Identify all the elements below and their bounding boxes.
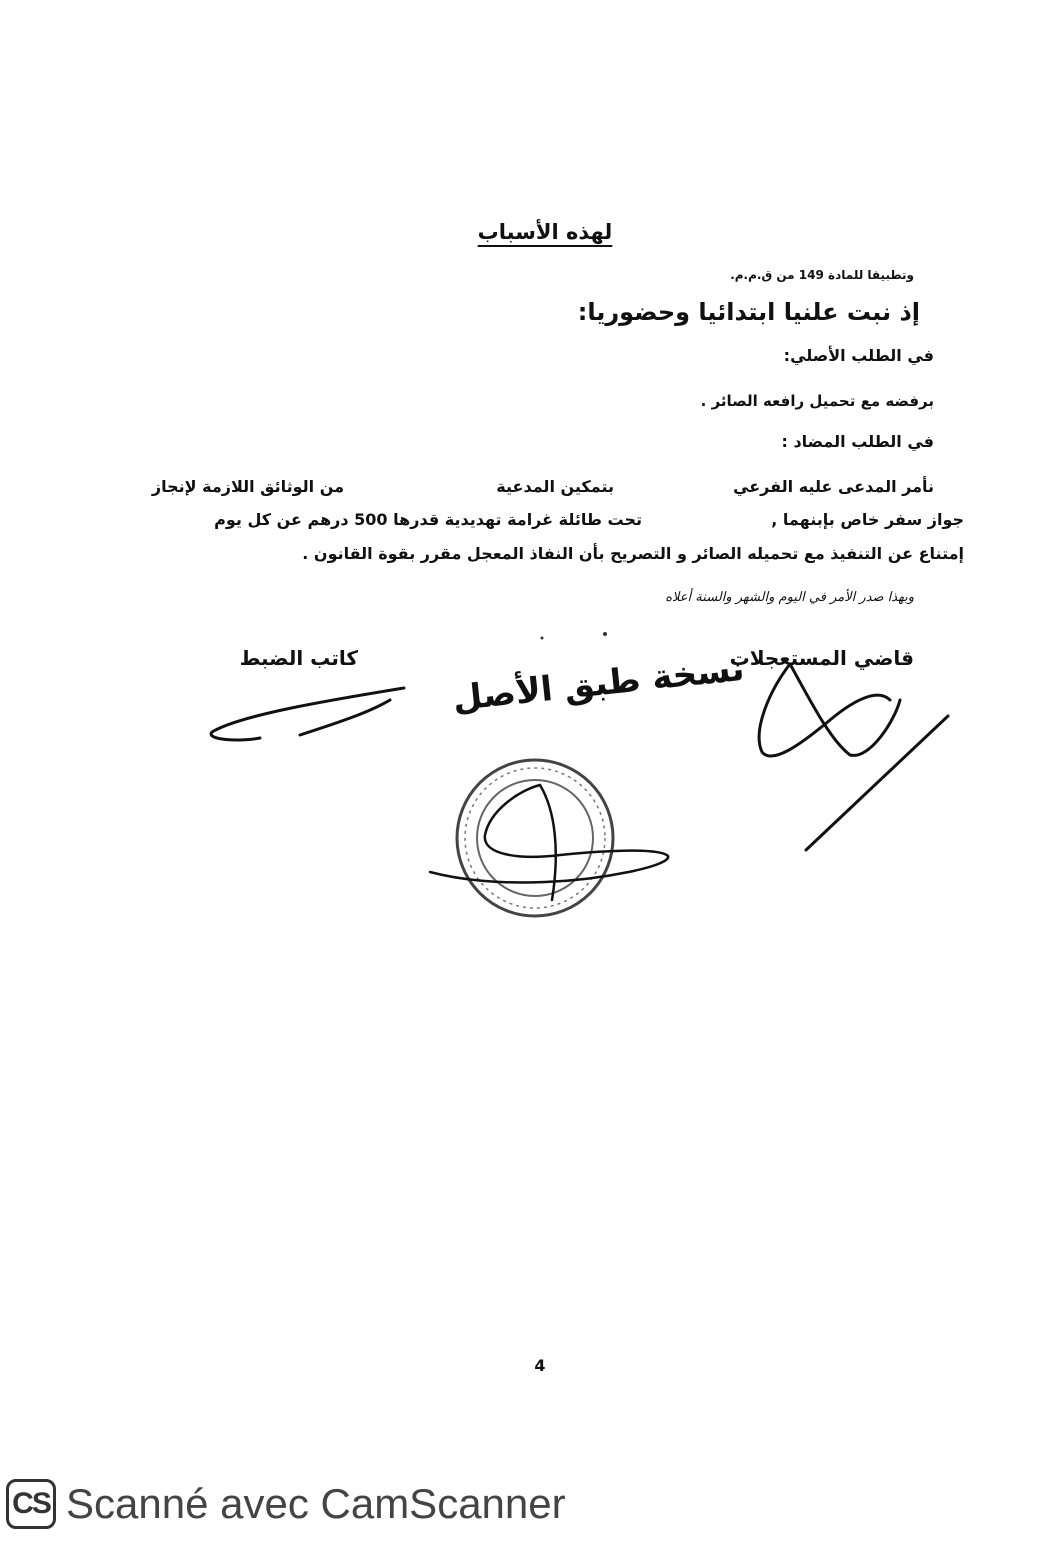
- counter-request-title: في الطلب المضاد :: [781, 432, 934, 451]
- section-heading: لهذه الأسباب: [477, 220, 613, 244]
- counter-line2-right: جواز سفر خاص بإبنهما ,: [771, 510, 964, 529]
- clerk-title: كاتب الضبط: [239, 646, 358, 670]
- clerk-signature: [211, 688, 404, 740]
- verdict-statement: إذ نبت علنيا ابتدائيا وحضوريا:: [577, 298, 920, 326]
- judge-signature: [759, 664, 948, 850]
- counter-line1-left: من الوثائق اللازمة لإنجاز: [151, 477, 344, 496]
- camscanner-text: Scanné avec CamScanner: [66, 1480, 566, 1527]
- original-request-text: برفضه مع تحميل رافعه الصائر .: [700, 392, 934, 410]
- counter-line3: إمتناع عن التنفيذ مع تحميله الصائر و التصريح بأن النفاذ المعجل مقرر بقوة القانون .: [302, 544, 964, 563]
- official-seal: [457, 760, 613, 916]
- camscanner-footer: [6, 1474, 566, 1534]
- camscanner-logo-icon: CS: [6, 1479, 56, 1529]
- legal-basis: وتطبيقا للمادة 149 من ق.م.م.: [730, 268, 914, 282]
- original-request-title: في الطلب الأصلي:: [783, 346, 934, 365]
- page-number: 4: [534, 1356, 546, 1375]
- judge-title: قاضي المستعجلات: [729, 646, 914, 670]
- true-copy-stamp: نسخة طبق الأصل: [450, 648, 747, 720]
- counter-line1-right: نأمر المدعى عليه الفرعي: [733, 477, 934, 496]
- counter-line1-middle: بتمكين المدعية: [496, 477, 614, 496]
- counter-line2-left: تحت طائلة غرامة تهديدية قدرها 500 درهم عن كل يوم: [214, 510, 642, 529]
- closing-statement: وبهذا صدر الأمر في اليوم والشهر والسنة أعلاه: [665, 590, 914, 605]
